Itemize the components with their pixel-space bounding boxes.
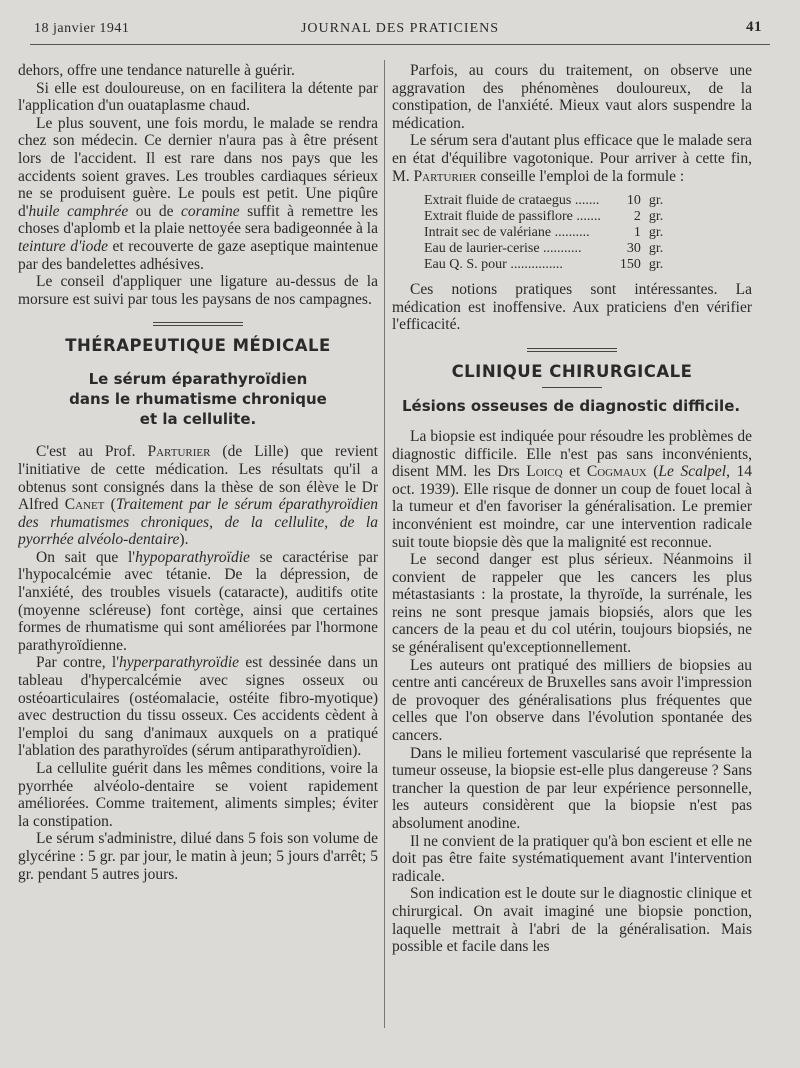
section-rule <box>542 387 602 388</box>
section-rule <box>153 322 243 326</box>
running-header <box>30 18 770 45</box>
section-title: THÉRAPEUTIQUE MÉDICALE <box>65 336 331 356</box>
formula-row: Eau de laurier-cerise ........... 30 gr. <box>424 241 664 257</box>
page-number: 41 <box>746 19 762 35</box>
journal-title: JOURNAL DES PRATICIENS <box>300 21 500 36</box>
paragraph: Le sérum s'administre, dilué dans 5 fois son volume de glycérine : 5 gr. par jour, le matin à jeun; 5 jours d'arrêt; 5 gr. pendant 5 autres jours. <box>18 830 378 883</box>
formula-row: Extrait fluide de passiflore ....... 2 gr. <box>424 209 664 225</box>
formula-row: Extrait fluide de crataegus ....... 10 gr. <box>424 193 664 209</box>
paragraph: La biopsie est indiquée pour résoudre les problèmes de diagnostic difficile. Elle n'est pas sans inconvénients, disent MM. les Drs Loicq et Cogmaux (Le Scalpel, 14 oct. 1939). Elle risque de donner un coup de fouet local à la tumeur et d'en favoriser la généralisation. Le premier inconvénient est moindre, car une intervention radicale suit toute biopsie dès que la malignité est reconnue. <box>392 427 752 551</box>
section-rule <box>527 348 617 352</box>
column-divider <box>384 60 385 1028</box>
left-column <box>18 62 378 1058</box>
section-title: CLINIQUE CHIRURGICALE <box>451 361 693 381</box>
paragraph: Le second danger est plus sérieux. Néanmoins il convient de rappeler que les cancers les plus métastasiants : la prostate, la thyroïde, la surrénale, les reins ne sont presque jamais biopsiés, alors que les cancers de la peau et du col utérin, toujours biopsiés, ne se généralisent qu'exceptionnellement. <box>392 551 752 657</box>
paragraph: Par contre, l'hyperparathyroïdie est dessinée dans un tableau d'hypercalcémie avec signes osseux ou ostéoarticulaires (ostéomalacie, ostéite fibro-myotique) avec destruction du tissu osseux. Ces accidents cèdent à l'emploi du sang d'animaux auxquels on a pratiqué l'ablation des parathyroïdes (sérum antiparathyroïdien). <box>18 654 378 760</box>
paragraph: Son indication est le doute sur le diagnostic clinique et chirurgical. On avait imaginé une biopsie ponction, laquelle mettrait à l'abri de la généralisation. Mais possible et facile dans les <box>392 885 752 956</box>
article-title: Le sérum éparathyroïdien dans le rhumatisme chronique et la cellulite. <box>69 370 327 429</box>
formula-table <box>424 193 663 273</box>
paragraph: C'est au Prof. Parturier (de Lille) que revient l'initiative de cette médication. Les résultats qu'il a obtenus sont consignés dans la thèse de son élève le Dr Alfred Canet (Traitement par le sérum éparathyroïdien des rhumatismes chroniques, de la cellulite, de la pyorrhée alvéolo-dentaire). <box>18 443 378 549</box>
paragraph: Ces notions pratiques sont intéressantes. La médication est inoffensive. Aux praticiens d'en vérifier l'efficacité. <box>392 281 752 334</box>
paragraph: Le conseil d'appliquer une ligature au-dessus de la morsure est suivi par tous les paysans de nos campagnes. <box>18 273 378 308</box>
paragraph: La cellulite guérit dans les mêmes conditions, voire la pyorrhée alvéolo-dentaire se voient rapidement améliorées. Comme traitement, aliments simples; éviter la constipation. <box>18 760 378 830</box>
paragraph: Les auteurs ont pratiqué des milliers de biopsies au centre anti cancéreux de Bruxelles sans avoir l'impression de provoquer des généralisations plus fréquentes que celles que l'on observe dans l'évolution spontanée des cancers. <box>392 656 752 745</box>
article-title: Lésions osseuses de diagnostic difficile. <box>402 396 741 415</box>
paragraph: Le sérum sera d'autant plus efficace que le malade sera en état d'équilibre vagotonique. Pour arriver à cette fin, M. Parturier conseille l'emploi de la formule : <box>392 132 752 185</box>
paragraph: Le plus souvent, une fois mordu, le malade se rendra chez son médecin. Ce dernier n'aura pas à être présent lors de l'accident. Il est rare dans nos pays que les accidents soient graves. Les troubles cardiaques sérieux ne se produisent guère. Le pouls est petit. Une piqûre d'huile camphrée ou de coramine suffit à remettre les choses d'aplomb et la plaie nettoyée sera badigeonnée à la teinture d'iode et recouverte de gaze aseptique maintenue par des bandelettes adhésives. <box>18 114 378 273</box>
paragraph: Si elle est douloureuse, on en facilitera la détente par l'application d'un ouataplasme chaud. <box>18 79 378 115</box>
formula-row: Eau Q. S. pour ............... 150 gr. <box>424 257 664 273</box>
paragraph: On sait que l'hypoparathyroïdie se caractérise par l'hypocalcémie avec tétanie. De la dépression, de l'anxiété, des troubles visuels (cataracte), auditifs otite (moyenne scléreuse) font cortège, ainsi que certaines formes de rhumatisme qui sont améliorées par l'hormone parathyroïdienne. <box>18 548 378 654</box>
right-column <box>392 62 752 1058</box>
paragraph: Dans le milieu fortement vascularisé que représente la tumeur osseuse, la biopsie est-elle plus dangereuse ? Sans trancher la question de par leur expérience personnelle, les auteurs considèrent que la biopsie n'est pas absolument anodine. <box>392 744 752 832</box>
paragraph: Il ne convient de la pratiquer qu'à bon escient et elle ne doit pas être faite systématiquement avant l'intervention radicale. <box>392 832 752 885</box>
paragraph: Parfois, au cours du traitement, on observe une aggravation des phénomènes douloureux, de la constipation, de l'anxiété. Mieux vaut alors suspendre la médication. <box>392 62 752 132</box>
paragraph: dehors, offre une tendance naturelle à guérir. <box>18 62 295 79</box>
formula-row: Intrait sec de valériane .......... 1 gr. <box>424 225 664 241</box>
issue-date: 18 janvier 1941 <box>34 21 130 36</box>
